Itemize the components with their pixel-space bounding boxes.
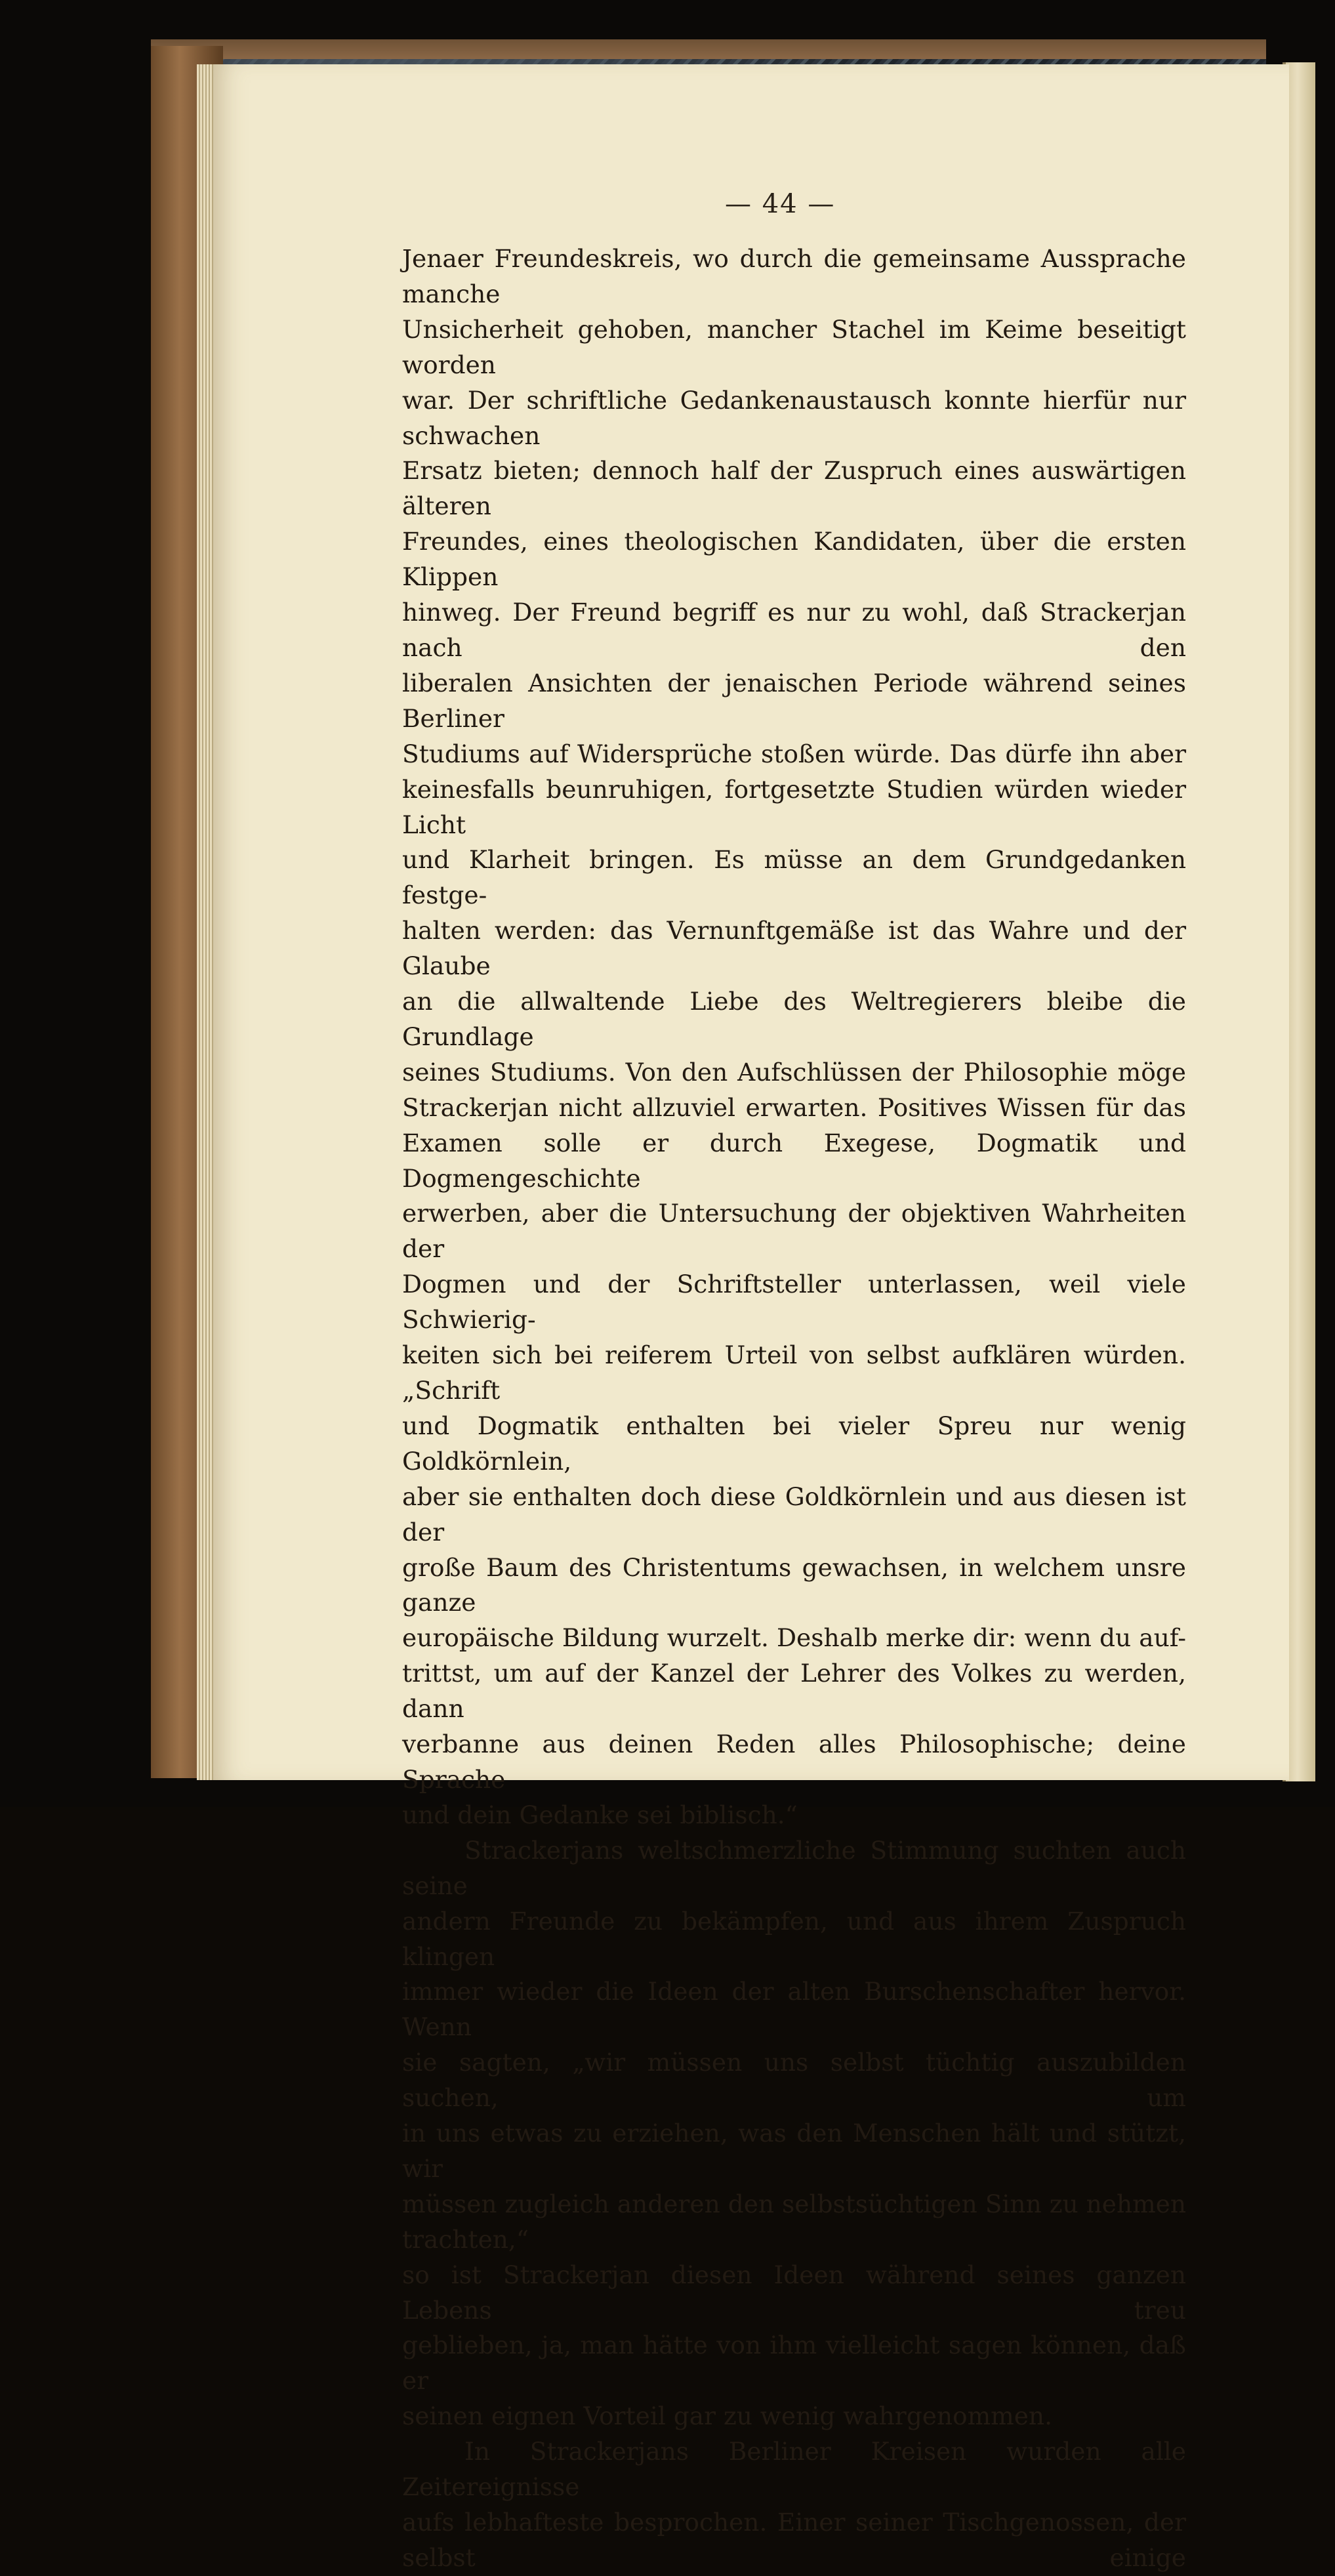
text-line: erwerben, aber die Untersuchung der objektiven Wahrheiten der [402,1199,1186,1264]
text-line: Freundes, eines theologischen Kandidaten, über die ersten Klippen [402,527,1186,592]
text-line: Jenaer Freundeskreis, wo durch die gemeinsame Aussprache manche [402,244,1186,308]
text-line: und Dogmatik enthalten bei vieler Spreu nur wenig Goldkörnlein, [402,1411,1186,1476]
text-line: Strackerjan nicht allzuviel erwarten. Positives Wissen für das [402,1092,1186,1122]
text-line: seinen eignen Vorteil gar zu wenig wahrgenommen. [402,2401,1053,2431]
text-line: müssen zugleich anderen den selbstsüchtigen Sinn zu nehmen trachten,“ [402,2189,1186,2254]
text-line: Studiums auf Widersprüche stoßen würde. Das dürfe ihn aber [402,739,1186,768]
text-line: geblieben, ja, man hätte von ihm vielleicht sagen können, daß er [402,2331,1186,2396]
text-line: und Klarheit bringen. Es müsse an dem Grundgedanken festge- [402,845,1186,910]
text-line: große Baum des Christentums gewachsen, in welchem unsre ganze [402,1552,1186,1617]
text-line: in uns etwas zu erziehen, was den Menschen hält und stützt, wir [402,2119,1186,2183]
next-pages-edge [1286,62,1315,1781]
text-line: verbanne aus deinen Reden alles Philosophische; deine Sprache [402,1730,1186,1794]
text-line: andern Freunde zu bekämpfen, und aus ihrem Zuspruch klingen [402,1906,1186,1971]
text-line: sie sagten, „wir müssen uns selbst tüchtig auszubilden suchen, um [402,2048,1186,2113]
text-line: Ersatz bieten; dennoch half der Zuspruch eines auswärtigen älteren [402,456,1186,521]
page-number: — 44 — [725,189,836,219]
text-line: europäische Bildung wurzelt. Deshalb merke dir: wenn du auf- [402,1623,1186,1653]
paragraph [402,241,1186,1833]
text-line: Strackerjans weltschmerzliche Stimmung suchten auch seine [402,1835,1186,1900]
text-line: so ist Strackerjan diesen Ideen während seines ganzen Lebens treu [402,2260,1186,2325]
text-line: immer wieder die Ideen der alten Burschenschafter hervor. Wenn [402,1977,1186,2042]
text-line: an die allwaltende Liebe des Weltregierers bleibe die Grundlage [402,987,1186,1051]
cover-leather-top [151,39,1266,59]
text-line: Examen solle er durch Exegese, Dogmatik und Dogmengeschichte [402,1128,1186,1193]
text-line: hinweg. Der Freund begriff es nur zu wohl, daß Strackerjan nach den [402,598,1186,662]
text-line: war. Der schriftliche Gedankenaustausch konnte hierfür nur schwachen [402,385,1186,450]
text-line: keinesfalls beunruhigen, fortgesetzte Studien würden wieder Licht [402,774,1186,839]
text-line: liberalen Ansichten der jenaischen Periode während seines Berliner [402,668,1186,733]
page-body [402,241,1186,2576]
text-line: aber sie enthalten doch diese Goldkörnlein und aus diesen ist der [402,1482,1186,1547]
text-line: halten werden: das Vernunftgemäße ist das Wahre und der Glaube [402,916,1186,981]
text-line: seines Studiums. Von den Aufschlüssen der Philosophie möge [402,1057,1186,1087]
paragraph [402,2434,1186,2576]
text-line: aufs lebhafteste besprochen. Einer seiner Tischgenossen, der selbst einige [402,2508,1186,2572]
text-line: In Strackerjans Berliner Kreisen wurden alle Zeitereignisse [402,2437,1186,2502]
text-line: Dogmen und der Schriftsteller unterlassen, weil viele Schwierig- [402,1270,1186,1335]
text-line: Unsicherheit gehoben, mancher Stachel im Keime beseitigt worden [402,314,1186,379]
text-line: keiten sich bei reiferem Urteil von selbst aufklären würden. „Schrift [402,1340,1186,1405]
text-line: und dein Gedanke sei biblisch.“ [402,1800,798,1829]
paragraph [402,1833,1186,2434]
text-line: trittst, um auf der Kanzel der Lehrer des Volkes zu werden, dann [402,1659,1186,1724]
